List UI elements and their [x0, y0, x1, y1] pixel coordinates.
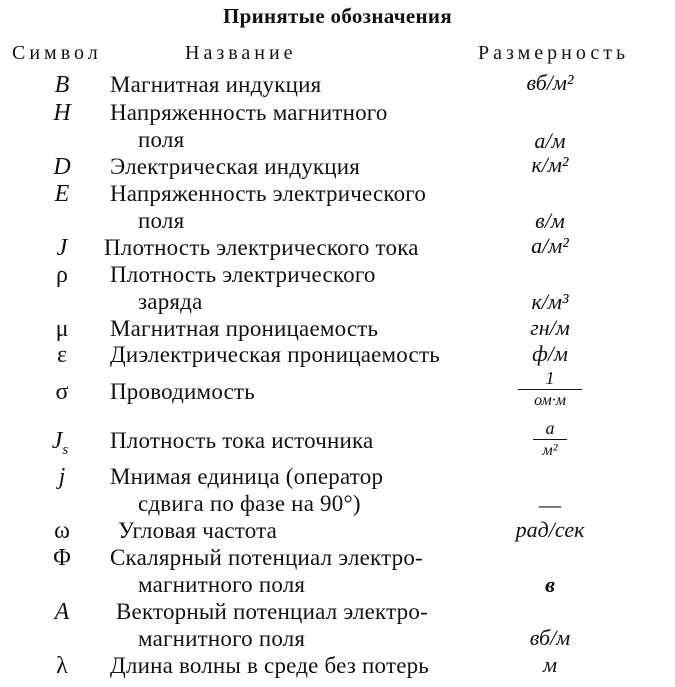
fraction-bar — [533, 439, 567, 440]
page-title: Принятые обозначения — [222, 4, 452, 28]
unit-value: а/м² — [531, 233, 569, 258]
fraction-bar — [518, 389, 582, 390]
name-line: Диэлектрическая проницаемость — [110, 342, 440, 367]
name-line: Длина волны в среде без потерь — [110, 653, 429, 678]
name-line: Проводимость — [110, 379, 255, 404]
symbol-js — [40, 428, 80, 459]
unit-value: в/м — [535, 208, 565, 233]
unit-value: — — [539, 492, 561, 517]
unit-value: ф/м — [532, 341, 568, 366]
name-line: поля — [138, 127, 185, 152]
name-line: Магнитная индукция — [110, 72, 322, 97]
symbol-js-subscript: s — [62, 441, 69, 458]
symbol-e: E — [54, 181, 70, 207]
unit-value: вб/м — [529, 625, 571, 650]
name-line: магнитного поля — [138, 626, 306, 651]
name-line: Магнитная проницаемость — [110, 316, 379, 341]
symbol-j: J — [56, 235, 68, 261]
symbol-rho: ρ — [56, 262, 68, 288]
name-line: Плотность тока источника — [110, 428, 374, 453]
unit-value: рад/сек — [515, 517, 585, 542]
name-line: Мнимая единица (оператор — [110, 464, 384, 489]
symbol-mu: μ — [55, 316, 69, 342]
unit-value: м — [542, 652, 558, 677]
name-line: Скалярный потенциал электро- — [110, 545, 423, 570]
unit-numerator: 1 — [545, 368, 555, 388]
symbol-h: H — [53, 100, 71, 126]
unit-denominator: м² — [542, 442, 558, 459]
symbol-epsilon: ε — [56, 342, 68, 368]
unit-value: вб/м² — [526, 70, 574, 95]
symbol-omega: ω — [54, 518, 70, 544]
header-symbol: Символ — [12, 42, 102, 64]
name-line: Плотность электрического — [110, 262, 376, 287]
symbol-b: B — [54, 72, 70, 98]
name-line: Электрическая индукция — [110, 154, 361, 179]
name-line: Напряженность электрического — [110, 181, 427, 206]
unit-numerator: а — [545, 418, 555, 438]
symbol-d: D — [53, 154, 71, 180]
name-line: Угловая частота — [118, 518, 278, 543]
unit-value: к/м³ — [531, 289, 569, 314]
unit-value: в — [545, 572, 555, 597]
symbol-a: A — [54, 599, 70, 625]
unit-value: к/м² — [531, 152, 569, 177]
header-unit: Размерность — [478, 42, 630, 64]
unit-value: гн/м — [530, 315, 570, 340]
name-line: сдвига по фазе на 90°) — [138, 491, 361, 516]
symbol-imag-j: j — [58, 464, 66, 490]
symbol-sigma: σ — [55, 379, 69, 405]
symbol-lambda: λ — [56, 653, 68, 679]
name-line: поля — [138, 208, 185, 233]
name-line: заряда — [138, 289, 203, 314]
name-line: Векторный потенциал электро- — [116, 599, 428, 624]
name-line: Напряженность магнитного — [110, 100, 388, 125]
unit-fraction — [490, 418, 610, 460]
symbol-js-base: J — [51, 428, 63, 454]
symbol-phi: Φ — [53, 545, 71, 571]
unit-denominator: ом·м — [534, 392, 566, 409]
unit-value: а/м — [534, 128, 566, 153]
unit-fraction — [490, 368, 610, 410]
name-line: Плотность электрического тока — [104, 235, 419, 260]
header-name: Название — [185, 42, 297, 64]
name-line: магнитного поля — [138, 572, 306, 597]
